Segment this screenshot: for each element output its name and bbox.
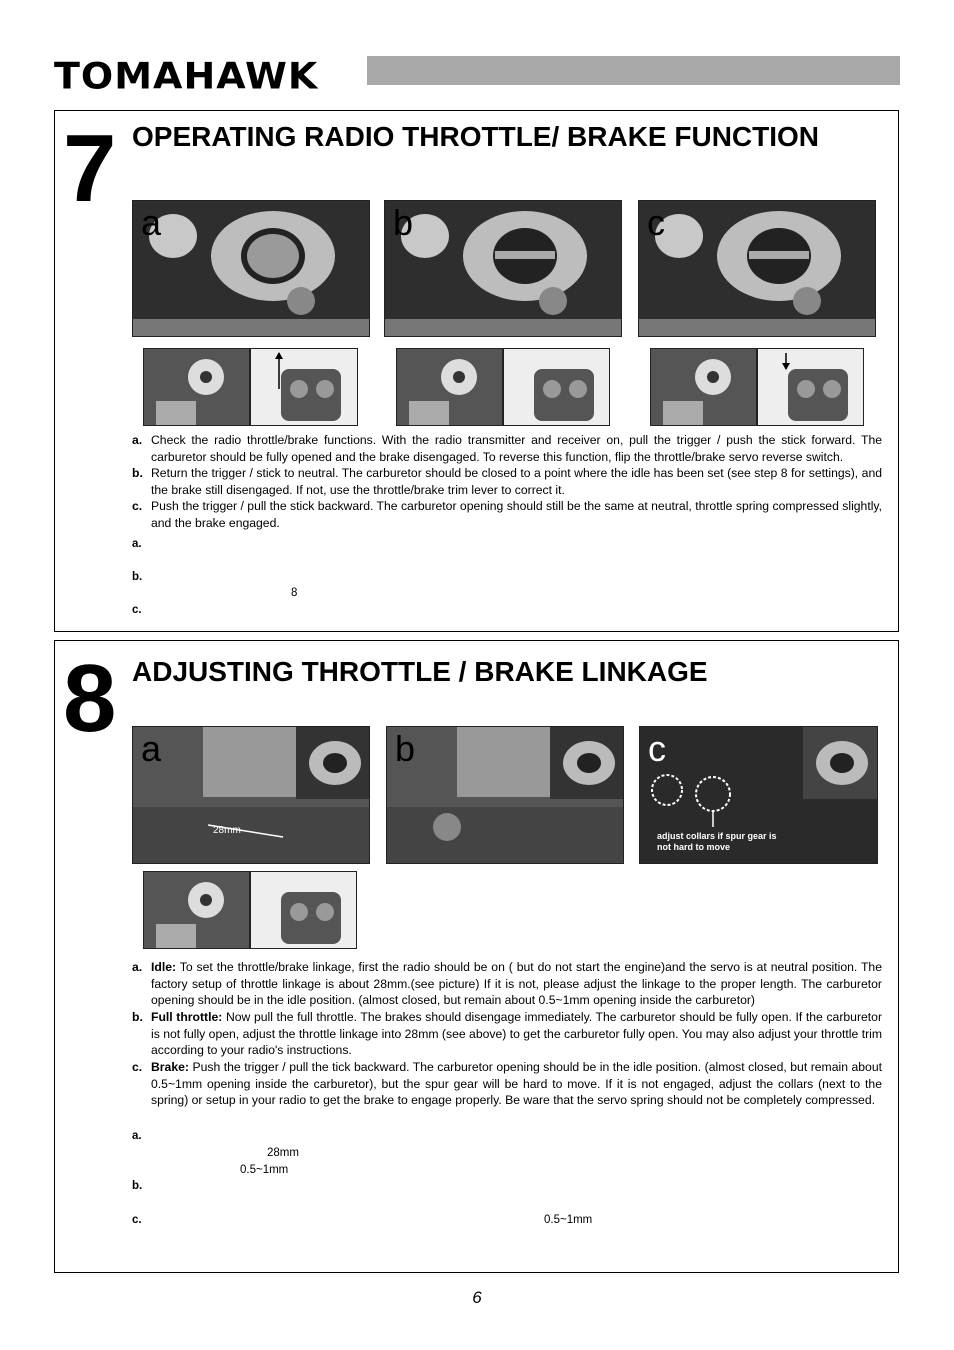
- item-label: b.: [132, 466, 143, 480]
- instruction-brake: [132, 1059, 882, 1127]
- carburetor-photo-a: [132, 200, 370, 337]
- stick-radio-image: [251, 349, 358, 426]
- stick-radio-photo-b: [503, 348, 610, 426]
- item-label: c.: [132, 1060, 143, 1074]
- carburetor-photo-c: [638, 200, 876, 337]
- step-number: 7: [63, 115, 117, 222]
- carburetor-image: [133, 201, 370, 337]
- photo-letter: b: [393, 202, 414, 243]
- header-bar: [367, 56, 900, 85]
- stick-radio-image: [504, 349, 610, 426]
- photo-letter: c: [648, 728, 666, 769]
- item-label: b.: [132, 1010, 143, 1024]
- pistol-radio-image: [144, 872, 250, 949]
- item-body: Push the trigger / pull the tick backward. The carburetor opening should be in the idle position. (almost closed, but remain about 0.5~1mm opening inside the carburetor), but the spur gear will be hard to move. If it is not engaged, adjust the collars (next to the spring) or setup in your radio to get the brake to engage properly. Be ware that the servo spring should not be completely compressed.: [151, 1060, 882, 1108]
- photo-letter: a: [141, 202, 162, 243]
- stick-radio-image: [758, 349, 864, 426]
- instruction-idle: [132, 959, 882, 1011]
- engine-linkage-image: [133, 727, 370, 864]
- tomahawk-logo: [54, 56, 346, 96]
- item-label: a.: [132, 433, 143, 447]
- pistol-radio-photo-c: [650, 348, 757, 426]
- section-step-8: [54, 640, 899, 1273]
- page-number: 6: [472, 1288, 482, 1307]
- instruction-a: [132, 432, 882, 466]
- step-title: OPERATING RADIO THROTTLE/ BRAKE FUNCTION: [132, 121, 820, 152]
- linkage-photo-c: [639, 726, 878, 864]
- cn-label-c: c.: [132, 1214, 142, 1226]
- instruction-b: [132, 465, 882, 499]
- measure-label: 28mm: [213, 825, 241, 836]
- carburetor-image: [385, 201, 622, 337]
- cn-value-gap-c: 0.5~1mm: [544, 1214, 593, 1226]
- engine-linkage-image: [387, 727, 624, 864]
- section-step-7: [54, 110, 899, 632]
- cn-value-gap-a: 0.5~1mm: [240, 1164, 289, 1176]
- item-label: c.: [132, 499, 143, 513]
- photo-caption: adjust collars if spur gear is not hard to move: [657, 831, 777, 852]
- linkage-photo-b: [386, 726, 624, 864]
- item-text: [151, 959, 882, 1009]
- stick-radio-photo-c: [757, 348, 864, 426]
- pistol-radio-photo-a: [143, 348, 250, 426]
- pistol-radio-image: [651, 349, 757, 426]
- pistol-radio-photo: [143, 871, 250, 949]
- step-number: 8: [63, 645, 117, 752]
- linkage-photo-a: [132, 726, 370, 864]
- pistol-radio-image: [144, 349, 250, 426]
- item-text: Push the trigger / pull the stick backward. The carburetor opening should still be the same at neutral, throttle spring compressed slightly, and the brake engaged.: [151, 499, 882, 530]
- cn-label-a: a.: [132, 1130, 142, 1142]
- instruction-full-throttle: [132, 1009, 882, 1061]
- item-body: To set the throttle/brake linkage, first the radio should be on ( but do not start the engine)and the servo is at neutral position. The factory setup of throttle linkage is about 28mm.(see picture) If it is not, please adjust the linkage to the proper length. The carburetor opening should be in the idle position. (almost closed, but remain about 0.5~1mm opening inside the carburetor): [151, 960, 882, 1008]
- instruction-c: [132, 498, 882, 532]
- cn-label-c: c.: [132, 604, 142, 616]
- item-heading: Brake:: [151, 1060, 189, 1074]
- item-body: Now pull the full throttle. The brakes should disengage immediately. The carburetor should be fully open. If the carburetor is not fully open, adjust the throttle linkage into 28mm (see above) to get the carburetor fully open. You may also adjust your throttle trim according to your radio's instructions.: [151, 1010, 883, 1058]
- item-text: [151, 1059, 882, 1109]
- carburetor-photo-b: [384, 200, 622, 337]
- photo-letter: b: [395, 728, 416, 769]
- carburetor-image: [639, 201, 876, 337]
- cn-label-b: b.: [132, 571, 143, 583]
- pistol-radio-image: [397, 349, 503, 426]
- item-text: Check the radio throttle/brake functions. With the radio transmitter and receiver on, pull the trigger / push the stick forward. The carburetor should be fully opened and the brake disengaged. To reverse this function, flip the throttle/brake servo reverse switch.: [151, 433, 882, 464]
- step-title: ADJUSTING THROTTLE / BRAKE LINKAGE: [132, 656, 708, 687]
- stick-radio-image: [251, 872, 357, 949]
- item-label: a.: [132, 960, 143, 974]
- pistol-radio-photo-b: [396, 348, 503, 426]
- item-text: Return the trigger / stick to neutral. The carburetor should be closed to a point where the idle has been set (see step 8 for settings), and the brake still disengaged. If not, use the throttle/brake trim lever to correct it.: [151, 466, 882, 497]
- cn-label-b: b.: [132, 1180, 143, 1192]
- item-heading: Idle:: [151, 960, 177, 974]
- photo-letter: c: [647, 202, 665, 243]
- stick-radio-photo: [250, 871, 357, 949]
- item-text: [151, 1009, 882, 1059]
- stick-radio-photo-a: [250, 348, 358, 426]
- photo-letter: a: [141, 728, 162, 769]
- cn-value-28mm: 28mm: [267, 1147, 299, 1159]
- cn-step-ref: 8: [291, 587, 298, 599]
- logo-text: TOMAHAWK: [54, 55, 319, 97]
- cn-label-a: a.: [132, 538, 142, 550]
- item-heading: Full throttle:: [151, 1010, 223, 1024]
